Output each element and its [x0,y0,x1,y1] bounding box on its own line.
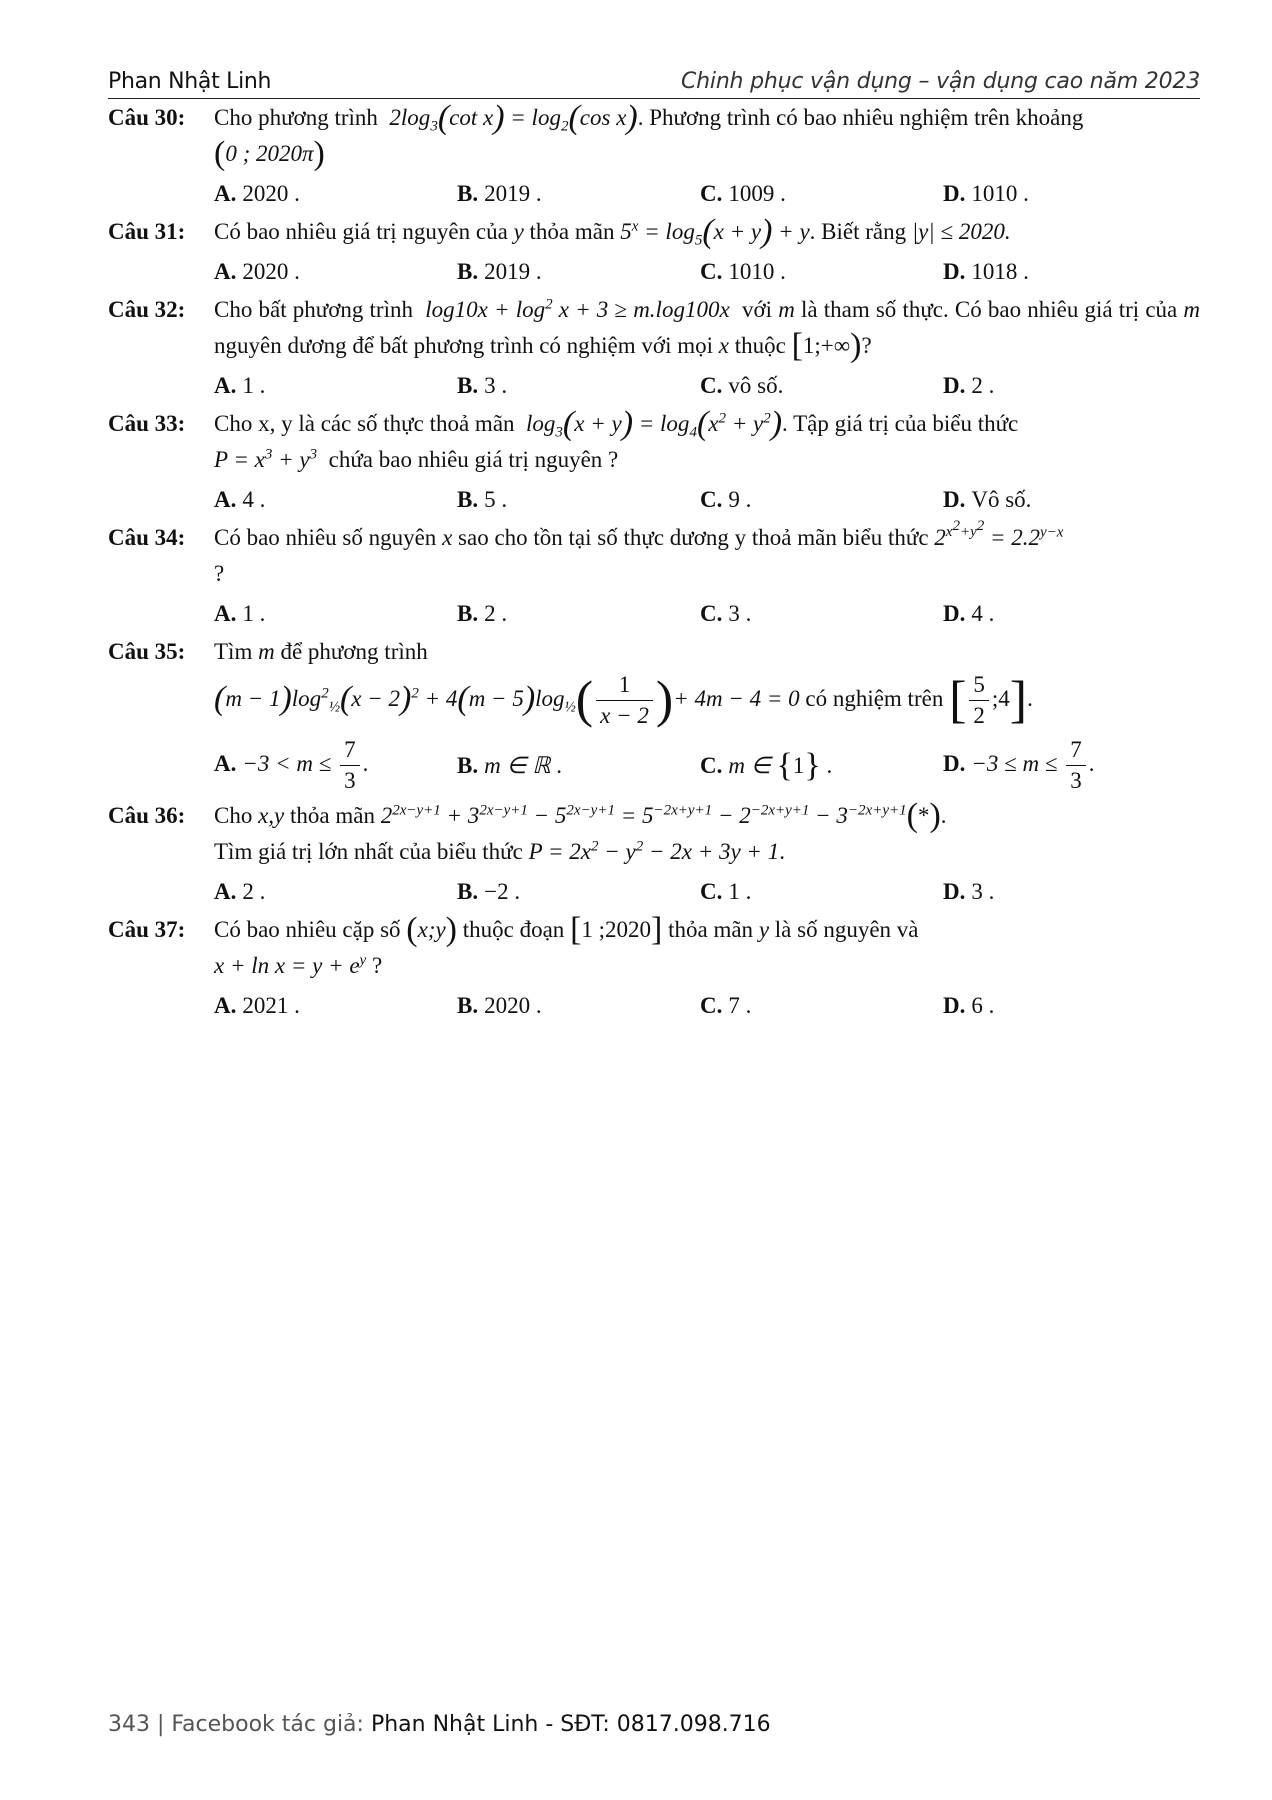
answer-options [214,254,1200,290]
option-a[interactable]: A. 4 . [214,487,266,512]
question-34 [108,520,1200,632]
answer-options [214,368,1200,404]
answer-options [214,176,1200,212]
header-author: Phan Nhật Linh [108,69,272,94]
option-c[interactable]: C. 9 . [700,487,752,512]
question-31 [108,214,1200,290]
option-c[interactable]: C. 1009 . [700,181,786,206]
question-list [108,100,1200,1026]
option-a[interactable]: A. 1 . [214,373,266,398]
option-a[interactable]: A. 2020 . [214,181,300,206]
option-a[interactable]: A. 1 . [214,601,266,626]
option-b[interactable]: B. 2020 . [457,993,542,1018]
question-label: Câu 33: [108,411,186,436]
question-stem: Có bao nhiêu giá trị nguyên của y thỏa mãn $5^x = \log_5(x + y) + y$. Biết rằng |y| ≤ 2020. [214,213,1011,250]
option-b[interactable]: B. 3 . [457,373,508,398]
question-label: Câu 32: [108,297,186,322]
question-label: Câu 37: [108,917,186,942]
page-number: 343 [108,1712,150,1737]
answer-options [214,874,1200,910]
header-title: Chinh phục vận dụng – vận dụng cao năm 2023 [681,69,1200,94]
question-label: Câu 31: [108,219,186,244]
option-b[interactable]: B. 2 . [457,601,508,626]
option-d[interactable]: D. Vô số. [943,487,1032,512]
question-stem: Cho x, y là các số thực thoả mãn $\log_3(x + y) = \log_4(x^2 + y^2)$. Tập giá trị của biểu thức $P = x^3 + y^3$ chứa bao nhiêu giá trị nguyên ? [214,405,1019,472]
option-c[interactable]: C. m ∈ {1} . [700,746,833,784]
option-c[interactable]: C. 7 . [700,993,752,1018]
footer-author-contact: Phan Nhật Linh - SĐT: 0817.098.716 [370,1712,771,1737]
option-b[interactable]: B. m ∈ ℝ . [457,752,562,778]
page-header [108,62,1200,99]
option-d[interactable]: D. 4 . [943,601,995,626]
option-b[interactable]: B. −2 . [457,879,521,904]
option-a[interactable]: A. 2 . [214,879,266,904]
option-b[interactable]: B. 5 . [457,487,508,512]
question-label: Câu 35: [108,639,186,664]
question-stem: Có bao nhiêu cặp số (x;y) thuộc đoạn [1 ;2020] thỏa mãn y là số nguyên và $x + \ln x = y + e^y$ ? [214,911,919,978]
question-33 [108,406,1200,518]
option-c[interactable]: C. 3 . [700,601,752,626]
page-footer [108,1712,771,1737]
option-d[interactable]: D. 1010 . [943,181,1029,206]
option-b[interactable]: B. 2019 . [457,259,542,284]
question-stem: Cho x,y thỏa mãn $2^{2x-y+1} + 3^{2x-y+1} - 5^{2x-y+1} = 5^{-2x+y+1} - 2^{-2x+y+1} - 3^{-2x+y+1}(*)$. Tìm giá trị lớn nhất của biểu thức $P = 2x^2 - y^2 - 2x + 3y + 1$. [214,797,947,864]
question-label: Câu 34: [108,525,186,550]
question-stem: Cho bất phương trình $\log 10x + \log^2 x + 3 \ge m.\log 100x$ với m là tham số thực. Có bao nhiêu giá trị của m nguyên dương để bất phương trình có nghiệm với mọi x thuộc [1;+∞)? [214,296,1201,364]
option-d[interactable]: D. 2 . [943,373,995,398]
question-37 [108,912,1200,1024]
option-d[interactable]: D. 6 . [943,993,995,1018]
answer-options [214,735,1200,796]
question-stem: Tìm m để phương trình $(m - 1)\log^2_{\frac{1}{2}}(x - 2)^2 + 4(m - 5)\log_{\frac{1}{2}}$( $\frac{1}{x - 2}$ )+ 4m − 4 = 0 có nghiệm trên [ $\frac{5}{2}$ ;4]. [214,639,1033,729]
option-c[interactable]: C. 1 . [700,879,752,904]
question-36 [108,798,1200,910]
option-c[interactable]: C. vô số. [700,373,784,398]
option-a[interactable]: A. −3 < m ≤ $\frac{7}{3}$ . [214,737,369,793]
question-30 [108,100,1200,212]
option-a[interactable]: A. 2021 . [214,993,300,1018]
footer-separator: | [157,1712,165,1737]
question-32 [108,292,1200,404]
question-35 [108,634,1200,796]
option-d[interactable]: D. 1018 . [943,259,1029,284]
option-d[interactable]: D. −3 ≤ m ≤ $\frac{7}{3}$ . [943,737,1095,793]
answer-options [214,596,1200,632]
option-c[interactable]: C. 1010 . [700,259,786,284]
footer-facebook-label: Facebook tác giả: [171,1712,364,1737]
question-label: Câu 30: [108,105,186,130]
option-b[interactable]: B. 2019 . [457,181,542,206]
answer-options [214,482,1200,518]
option-a[interactable]: A. 2020 . [214,259,300,284]
question-stem: Có bao nhiêu số nguyên x sao cho tồn tại số thực dương y thoả mãn biểu thức $2^{x^2+y^2} = 2.2^{y-x}$ ? [214,518,1064,586]
question-stem: Cho phương trình $2\log_3(\cot$ $x) = \log_2(\cos$ x). Phương trình có bao nhiêu nghiệm trên khoảng (0 ; 2020π) [214,99,1084,172]
answer-options [214,988,1200,1024]
option-d[interactable]: D. 3 . [943,879,995,904]
question-label: Câu 36: [108,803,186,828]
